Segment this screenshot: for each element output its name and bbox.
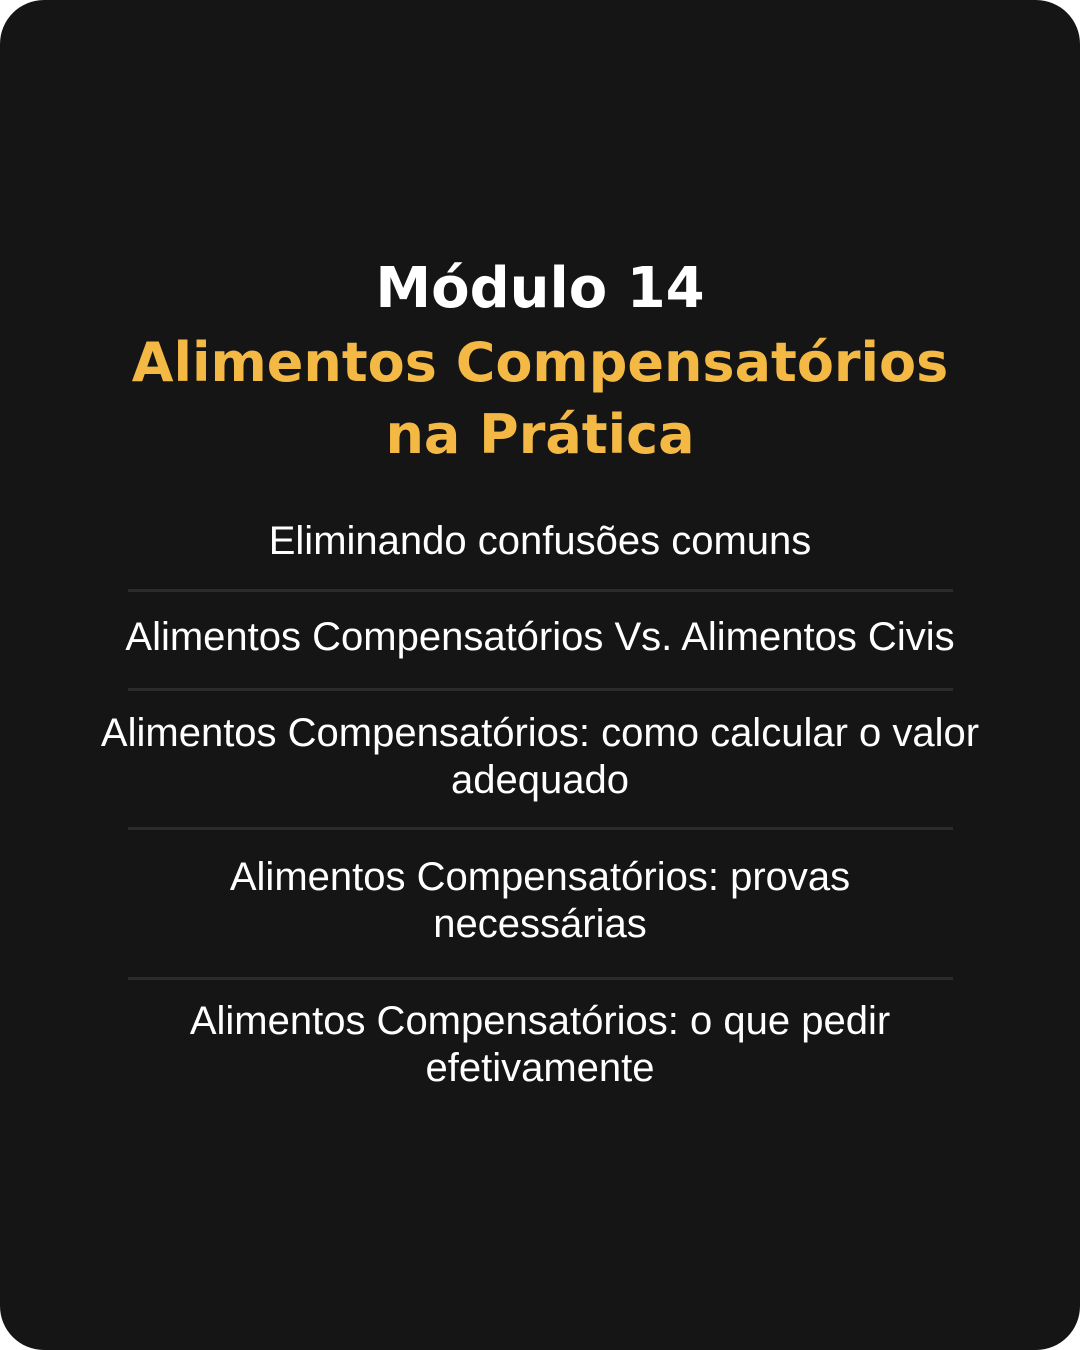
module-title	[0, 327, 1080, 471]
topic-item: Alimentos Compensatórios: o que pedir efetivamente	[189, 999, 891, 1090]
module-title-line-2: na Prática	[385, 403, 695, 466]
divider	[128, 977, 953, 980]
topic-item: Eliminando confusões comuns	[268, 519, 812, 563]
topic-item: Alimentos Compensatórios: como calcular o valor adequado	[100, 711, 980, 802]
divider	[128, 688, 953, 691]
module-title-line-1: Alimentos Compensatórios	[131, 331, 949, 394]
divider	[128, 827, 953, 830]
topic-item: Alimentos Compensatórios: provas necessárias	[229, 855, 851, 946]
module-number: Módulo 14	[375, 256, 705, 321]
divider	[128, 589, 953, 592]
topic-item: Alimentos Compensatórios Vs. Alimentos Civis	[125, 615, 955, 659]
